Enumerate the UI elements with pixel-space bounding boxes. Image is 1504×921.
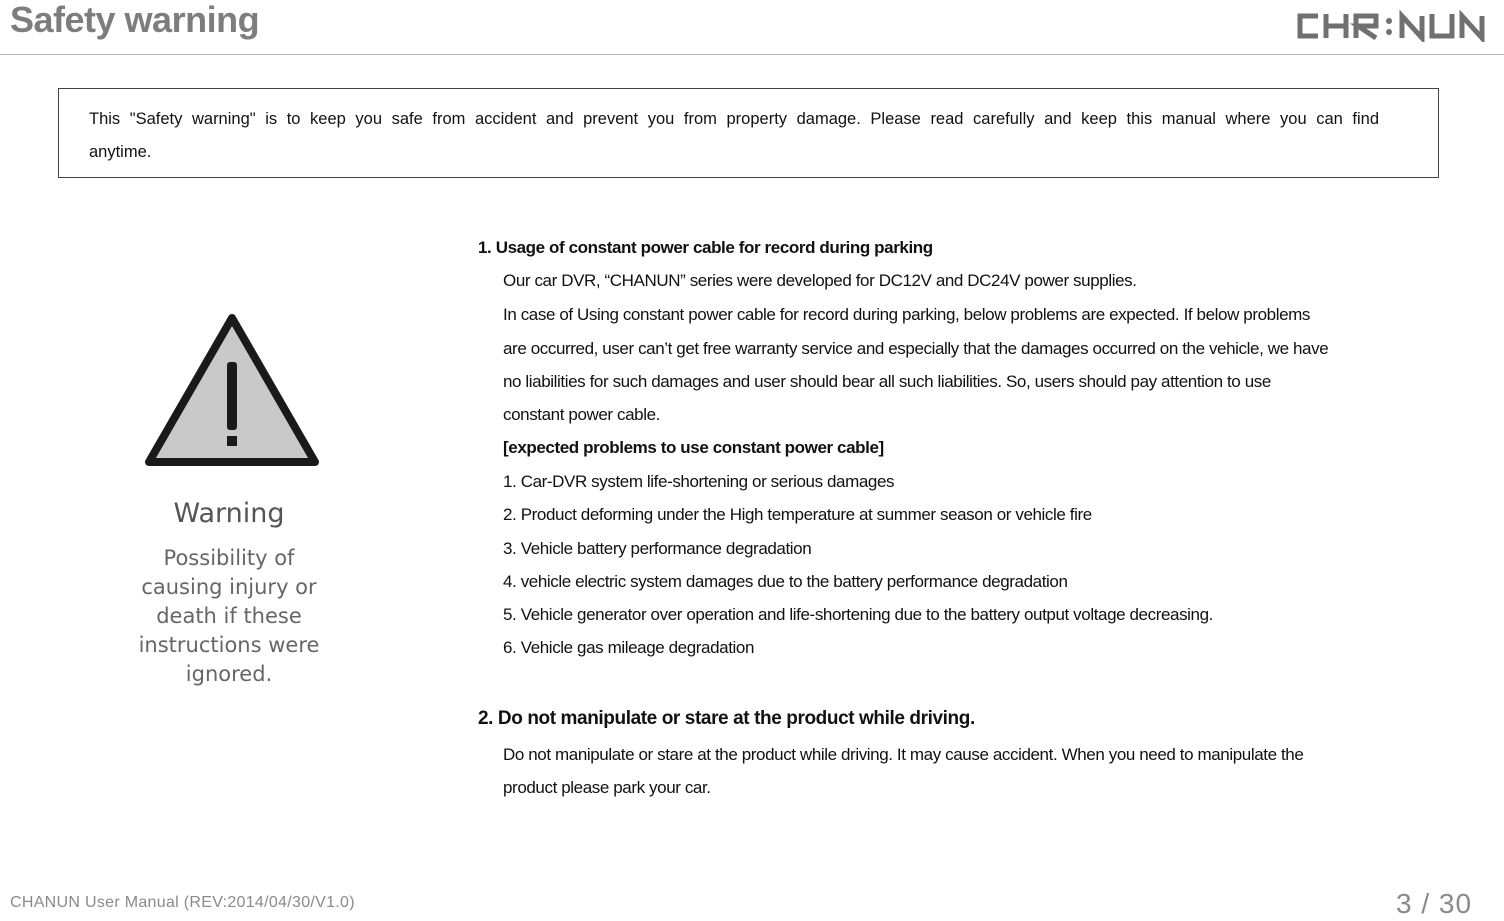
section1-line: constant power cable.: [503, 405, 660, 424]
page-number: 3 / 30: [1396, 888, 1473, 919]
footer-manual-label: CHANUN User Manual (REV:2014/04/30/V1.0): [10, 894, 355, 911]
problem-item: 3. Vehicle battery performance degradation: [503, 539, 812, 558]
warning-triangle-icon: [95, 270, 375, 710]
chanun-logo-graphic: [1292, 8, 1492, 42]
section2-line: product please park your car.: [503, 778, 711, 797]
section1-heading: 1. Usage of constant power cable for record during parking: [478, 238, 933, 257]
warning-caption-line: Possibility of: [163, 546, 295, 570]
section1-line: no liabilities for such damages and user should bear all such liabilities. So, users should pay attention to use: [503, 372, 1271, 391]
warning-caption-line: ignored.: [185, 662, 273, 686]
section1-line: Our car DVR, “CHANUN” series were developed for DC12V and DC24V power supplies.: [503, 271, 1137, 290]
page-title: Safety warning: [10, 0, 260, 40]
warning-heading: Warning: [173, 498, 285, 529]
section2-line: Do not manipulate or stare at the product while driving. It may cause accident. When you need to manipulate the: [503, 745, 1304, 764]
problem-item: 1. Car-DVR system life-shortening or serious damages: [503, 472, 895, 491]
problem-item: 2. Product deforming under the High temperature at summer season or vehicle fire: [503, 505, 1092, 524]
section2-heading: 2. Do not manipulate or stare at the product while driving.: [478, 708, 975, 729]
warning-caption-line: instructions were: [138, 633, 320, 657]
section1-line: In case of Using constant power cable for record during parking, below problems are expected. If below problems: [503, 305, 1310, 324]
header-divider: [0, 54, 1504, 55]
chanun-logo: [1292, 8, 1492, 48]
warning-caption-line: death if these: [156, 604, 302, 628]
warning-sign-image: [95, 270, 375, 710]
problem-item: 4. vehicle electric system damages due to the battery performance degradation: [503, 572, 1068, 591]
section1-subheading: [expected problems to use constant power cable]: [503, 438, 884, 457]
problem-item: 5. Vehicle generator over operation and life-shortening due to the battery output voltage decreasing.: [503, 605, 1213, 624]
safety-notice-text: This "Safety warning" is to keep you safe from accident and prevent you from property damage. Please read carefully and keep this manual where you can find anytime.: [89, 110, 1380, 161]
section1-line: are occurred, user can’t get free warranty service and especially that the damages occurred on the vehicle, we have: [503, 339, 1329, 358]
problem-item: 6. Vehicle gas mileage degradation: [503, 638, 755, 657]
safety-notice-box: [58, 88, 1439, 178]
warning-caption-line: causing injury or: [141, 575, 317, 599]
